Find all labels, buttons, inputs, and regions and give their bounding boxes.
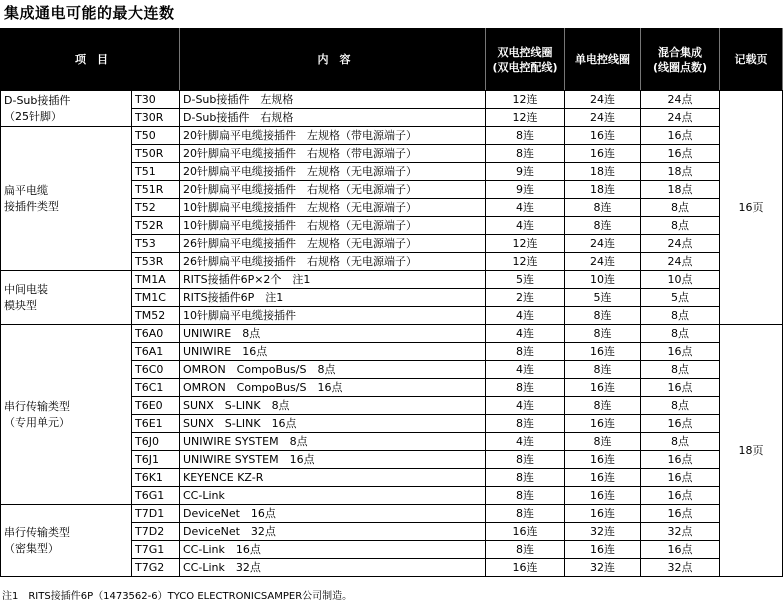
header-page-label: 记载页 <box>734 53 768 66</box>
content-cell: DeviceNet 32点 <box>180 523 486 541</box>
double-coil-cell: 12连 <box>486 235 565 253</box>
single-coil-cell: 8连 <box>565 325 641 343</box>
double-coil-cell: 16连 <box>486 523 565 541</box>
double-coil-cell: 4连 <box>486 361 565 379</box>
group-name-cell: 串行传输类型 （专用单元） <box>1 325 132 505</box>
double-coil-cell: 12连 <box>486 253 565 271</box>
double-coil-cell: 4连 <box>486 433 565 451</box>
double-coil-cell: 9连 <box>486 181 565 199</box>
single-coil-cell: 24连 <box>565 91 641 109</box>
table-body <box>1 91 783 577</box>
content-cell: RITS接插件6P 注1 <box>180 289 486 307</box>
double-coil-cell: 4连 <box>486 307 565 325</box>
double-coil-cell: 8连 <box>486 415 565 433</box>
page-ref-cell: 18页 <box>720 325 783 577</box>
single-coil-cell: 16连 <box>565 415 641 433</box>
single-coil-cell: 16连 <box>565 343 641 361</box>
page-ref-cell: 16页 <box>720 91 783 325</box>
header-item <box>1 29 180 91</box>
code-cell: TM52 <box>132 307 180 325</box>
double-coil-cell: 8连 <box>486 451 565 469</box>
single-coil-cell: 8连 <box>565 217 641 235</box>
double-coil-cell: 4连 <box>486 397 565 415</box>
double-coil-cell: 16连 <box>486 559 565 577</box>
mixed-cell: 32点 <box>641 523 720 541</box>
mixed-cell: 8点 <box>641 307 720 325</box>
single-coil-cell: 24连 <box>565 109 641 127</box>
code-cell: T6A0 <box>132 325 180 343</box>
mixed-cell: 8点 <box>641 397 720 415</box>
code-cell: T51R <box>132 181 180 199</box>
table-row <box>1 127 783 145</box>
mixed-cell: 8点 <box>641 433 720 451</box>
mixed-cell: 24点 <box>641 91 720 109</box>
content-cell: 20针脚扁平电缆接插件 左规格（带电源端子） <box>180 127 486 145</box>
content-cell: D-Sub接插件 左规格 <box>180 91 486 109</box>
single-coil-cell: 5连 <box>565 289 641 307</box>
content-cell: OMRON CompoBus/S 8点 <box>180 361 486 379</box>
mixed-cell: 16点 <box>641 541 720 559</box>
content-cell: D-Sub接插件 右规格 <box>180 109 486 127</box>
single-coil-cell: 16连 <box>565 505 641 523</box>
code-cell: T53 <box>132 235 180 253</box>
double-coil-cell: 8连 <box>486 379 565 397</box>
header-mixed <box>641 29 720 91</box>
content-cell: UNIWIRE 16点 <box>180 343 486 361</box>
single-coil-cell: 32连 <box>565 523 641 541</box>
single-coil-cell: 16连 <box>565 451 641 469</box>
mixed-cell: 32点 <box>641 559 720 577</box>
header-content <box>180 29 486 91</box>
single-coil-cell: 8连 <box>565 397 641 415</box>
connection-table <box>0 28 783 577</box>
header-double-line1: 双电控线圈 <box>497 45 553 59</box>
code-cell: T6E0 <box>132 397 180 415</box>
header-single-coil <box>565 29 641 91</box>
content-cell: DeviceNet 16点 <box>180 505 486 523</box>
footnote: 注1 RITS接插件6P（1473562-6）TYCO ELECTRONICSAMPER公司制造。 <box>2 591 353 602</box>
content-cell: 26针脚扁平电缆接插件 右规格（无电源端子） <box>180 253 486 271</box>
double-coil-cell: 8连 <box>486 145 565 163</box>
single-coil-cell: 18连 <box>565 163 641 181</box>
code-cell: T6E1 <box>132 415 180 433</box>
table-row <box>1 91 783 109</box>
double-coil-cell: 4连 <box>486 199 565 217</box>
group-name-cell: D-Sub接插件 （25针脚） <box>1 91 132 127</box>
mixed-cell: 8点 <box>641 325 720 343</box>
header-page <box>720 29 783 91</box>
content-cell: 26针脚扁平电缆接插件 左规格（无电源端子） <box>180 235 486 253</box>
double-coil-cell: 4连 <box>486 217 565 235</box>
code-cell: T53R <box>132 253 180 271</box>
single-coil-cell: 18连 <box>565 181 641 199</box>
double-coil-cell: 8连 <box>486 127 565 145</box>
double-coil-cell: 12连 <box>486 91 565 109</box>
code-cell: T30 <box>132 91 180 109</box>
table-row <box>1 271 783 289</box>
table-header-row <box>1 29 783 91</box>
group-name-cell: 串行传输类型 （密集型） <box>1 505 132 577</box>
mixed-cell: 5点 <box>641 289 720 307</box>
mixed-cell: 16点 <box>641 343 720 361</box>
code-cell: T52R <box>132 217 180 235</box>
code-cell: T7G2 <box>132 559 180 577</box>
single-coil-cell: 16连 <box>565 469 641 487</box>
mixed-cell: 8点 <box>641 217 720 235</box>
single-coil-cell: 24连 <box>565 235 641 253</box>
mixed-cell: 24点 <box>641 109 720 127</box>
single-coil-cell: 16连 <box>565 145 641 163</box>
single-coil-cell: 16连 <box>565 379 641 397</box>
code-cell: T7D2 <box>132 523 180 541</box>
mixed-cell: 24点 <box>641 235 720 253</box>
single-coil-cell: 16连 <box>565 487 641 505</box>
content-cell: UNIWIRE SYSTEM 8点 <box>180 433 486 451</box>
single-coil-cell: 10连 <box>565 271 641 289</box>
single-coil-cell: 8连 <box>565 307 641 325</box>
table-row <box>1 325 783 343</box>
code-cell: T7G1 <box>132 541 180 559</box>
content-cell: OMRON CompoBus/S 16点 <box>180 379 486 397</box>
content-cell: KEYENCE KZ-R <box>180 469 486 487</box>
group-name-cell: 中间电装 模块型 <box>1 271 132 325</box>
header-single-label: 单电控线圈 <box>575 53 630 66</box>
content-cell: CC-Link <box>180 487 486 505</box>
code-cell: T30R <box>132 109 180 127</box>
content-cell: 10针脚扁平电缆接插件 右规格（无电源端子） <box>180 217 486 235</box>
double-coil-cell: 9连 <box>486 163 565 181</box>
single-coil-cell: 8连 <box>565 361 641 379</box>
group-name-cell: 扁平电缆 接插件类型 <box>1 127 132 271</box>
content-cell: SUNX S-LINK 8点 <box>180 397 486 415</box>
mixed-cell: 10点 <box>641 271 720 289</box>
double-coil-cell: 8连 <box>486 487 565 505</box>
single-coil-cell: 16连 <box>565 541 641 559</box>
double-coil-cell: 8连 <box>486 505 565 523</box>
code-cell: T6C1 <box>132 379 180 397</box>
single-coil-cell: 8连 <box>565 433 641 451</box>
mixed-cell: 24点 <box>641 253 720 271</box>
content-cell: CC-Link 16点 <box>180 541 486 559</box>
header-mixed-line2: (线圈点数) <box>652 60 708 74</box>
code-cell: T52 <box>132 199 180 217</box>
single-coil-cell: 16连 <box>565 127 641 145</box>
header-item-label: 项 目 <box>75 53 108 66</box>
double-coil-cell: 12连 <box>486 109 565 127</box>
code-cell: TM1A <box>132 271 180 289</box>
mixed-cell: 16点 <box>641 451 720 469</box>
content-cell: SUNX S-LINK 16点 <box>180 415 486 433</box>
single-coil-cell: 24连 <box>565 253 641 271</box>
mixed-cell: 18点 <box>641 163 720 181</box>
header-mixed-line1: 混合集成 <box>658 45 702 59</box>
code-cell: T6J0 <box>132 433 180 451</box>
double-coil-cell: 8连 <box>486 541 565 559</box>
mixed-cell: 16点 <box>641 415 720 433</box>
header-double-line2: (双电控配线) <box>492 60 558 74</box>
mixed-cell: 16点 <box>641 487 720 505</box>
code-cell: T50 <box>132 127 180 145</box>
content-cell: 20针脚扁平电缆接插件 右规格（无电源端子） <box>180 181 486 199</box>
code-cell: T6G1 <box>132 487 180 505</box>
page-title: 集成通电可能的最大连数 <box>4 4 175 22</box>
single-coil-cell: 8连 <box>565 199 641 217</box>
mixed-cell: 16点 <box>641 145 720 163</box>
mixed-cell: 18点 <box>641 181 720 199</box>
code-cell: T6C0 <box>132 361 180 379</box>
code-cell: TM1C <box>132 289 180 307</box>
header-content-label: 内 容 <box>317 53 351 66</box>
mixed-cell: 8点 <box>641 199 720 217</box>
code-cell: T50R <box>132 145 180 163</box>
mixed-cell: 16点 <box>641 127 720 145</box>
content-cell: UNIWIRE 8点 <box>180 325 486 343</box>
mixed-cell: 16点 <box>641 505 720 523</box>
mixed-cell: 8点 <box>641 361 720 379</box>
code-cell: T6J1 <box>132 451 180 469</box>
double-coil-cell: 5连 <box>486 271 565 289</box>
content-cell: RITS接插件6P×2个 注1 <box>180 271 486 289</box>
content-cell: 20针脚扁平电缆接插件 左规格（无电源端子） <box>180 163 486 181</box>
double-coil-cell: 2连 <box>486 289 565 307</box>
code-cell: T7D1 <box>132 505 180 523</box>
table-row <box>1 505 783 523</box>
code-cell: T6A1 <box>132 343 180 361</box>
double-coil-cell: 8连 <box>486 343 565 361</box>
mixed-cell: 16点 <box>641 379 720 397</box>
header-double-coil <box>486 29 565 91</box>
content-cell: 20针脚扁平电缆接插件 右规格（带电源端子） <box>180 145 486 163</box>
single-coil-cell: 32连 <box>565 559 641 577</box>
content-cell: CC-Link 32点 <box>180 559 486 577</box>
code-cell: T51 <box>132 163 180 181</box>
content-cell: UNIWIRE SYSTEM 16点 <box>180 451 486 469</box>
double-coil-cell: 4连 <box>486 325 565 343</box>
content-cell: 10针脚扁平电缆接插件 左规格（无电源端子） <box>180 199 486 217</box>
code-cell: T6K1 <box>132 469 180 487</box>
mixed-cell: 16点 <box>641 469 720 487</box>
content-cell: 10针脚扁平电缆接插件 <box>180 307 486 325</box>
double-coil-cell: 8连 <box>486 469 565 487</box>
